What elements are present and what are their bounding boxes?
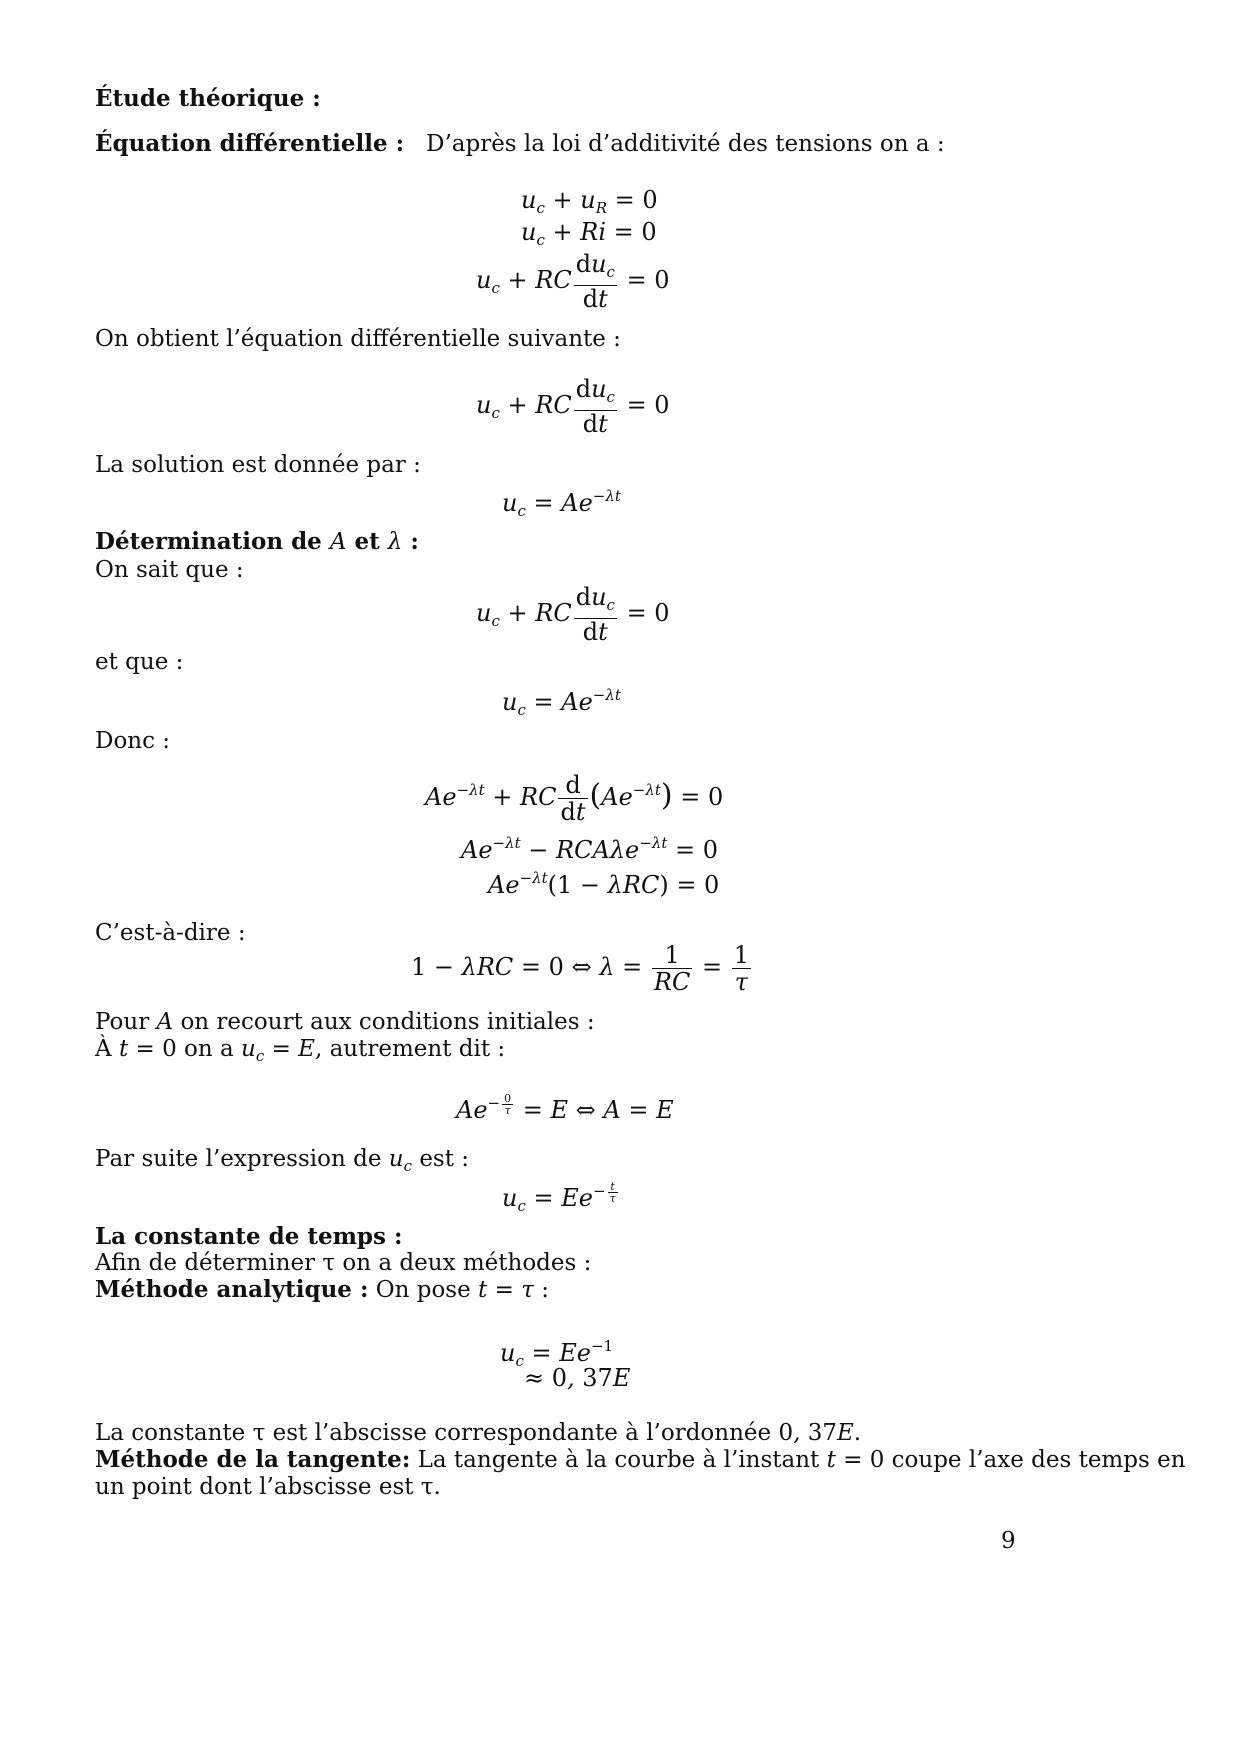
paragraph-a-t0: À t = 0 on a $u_c = E$, autrement dit : — [95, 1036, 506, 1065]
equation-rc-2: $u_c$ + RC $\frac{du_c}{dt}$ = 0 — [476, 583, 670, 646]
paragraph-pour-a: Pour A on recourt aux conditions initiales : — [95, 1009, 595, 1035]
equation-uc-tau: $u_c = Ee^{-1}$ — [500, 1337, 614, 1370]
paragraph-on-sait: On sait que : — [95, 557, 244, 583]
paragraph-donc: Donc : — [95, 728, 171, 754]
paragraph-afin: Afin de déterminer τ on a deux méthodes : — [95, 1250, 592, 1276]
page-number: 9 — [1001, 1528, 1016, 1554]
equation-approx: ≈ 0, 37E — [524, 1364, 631, 1392]
paragraph-equa-intro — [95, 129, 945, 159]
paragraph-obtient: On obtient l’équation différentielle suivante : — [95, 326, 621, 352]
section-heading-etude: Étude théorique : — [95, 85, 321, 112]
equation-sum-tensions: $u_c + u_R = 0$ — [521, 186, 658, 217]
equation-expression-uc: $u_c = Ee^{- \frac{t}{\tau}}$ — [502, 1179, 616, 1215]
equation-ohm: $u_c + Ri = 0$ — [521, 218, 657, 249]
paragraph-tangente-fin: un point dont l’abscisse est τ. — [95, 1474, 441, 1500]
paragraph-et-que: et que : — [95, 649, 184, 675]
section-heading-constante: La constante de temps : — [95, 1223, 403, 1250]
paragraph-methode-tangente: Méthode de la tangente: La tangente à la courbe à l’instant t = 0 coupe l’axe des temps en — [95, 1446, 1186, 1473]
equation-factorisee: $Ae^{-\lambda t}(1 - \lambda RC) = 0$ — [488, 869, 720, 899]
equation-substitution: $Ae^{-\lambda t}$ + RC $\frac{d}{dt}$ $(Ae^{-\lambda t}) = 0$ — [425, 771, 724, 826]
equation-condition-initiale: $Ae^{- \frac{0}{\tau}}$ = E ⇔ A = E — [456, 1091, 674, 1124]
paragraph-methode-analytique: Méthode analytique : On pose t = τ : — [95, 1276, 549, 1303]
equation-lambda: 1 − λRC = 0 ⇔ λ = $\frac{1}{RC}$ = $\frac{1}{\tau}$ — [411, 941, 749, 996]
equation-solution: $u_c = Ae^{-\lambda t}$ — [502, 487, 621, 520]
paragraph-par-suite: Par suite l’expression de $u_c$ est : — [95, 1146, 470, 1175]
equation-differentielle: $u_c$ + RC $\frac{du_c}{dt}$ = 0 — [476, 375, 670, 438]
paragraph-constante-tau: La constante τ est l’abscisse correspondante à l’ordonnée 0, 37E. — [95, 1420, 862, 1446]
section-heading-determination: Détermination de A et λ : — [95, 528, 419, 555]
paragraph-cest-a-dire: C’est-à-dire : — [95, 920, 246, 946]
paragraph-solution: La solution est donnée par : — [95, 452, 421, 478]
equation-rc-1: $u_c$ + RC $\frac{du_c}{dt}$ = 0 — [476, 250, 670, 313]
equa-intro-text: D’après la loi d’additivité des tensions on a : — [426, 131, 945, 157]
equation-solution-2: $u_c = Ae^{-\lambda t}$ — [502, 686, 621, 719]
equation-derivee: $Ae^{-\lambda t} - RCA\lambda e^{-\lambda t} = 0$ — [461, 834, 718, 864]
heading-equation-differentielle: Équation différentielle : — [95, 130, 405, 157]
